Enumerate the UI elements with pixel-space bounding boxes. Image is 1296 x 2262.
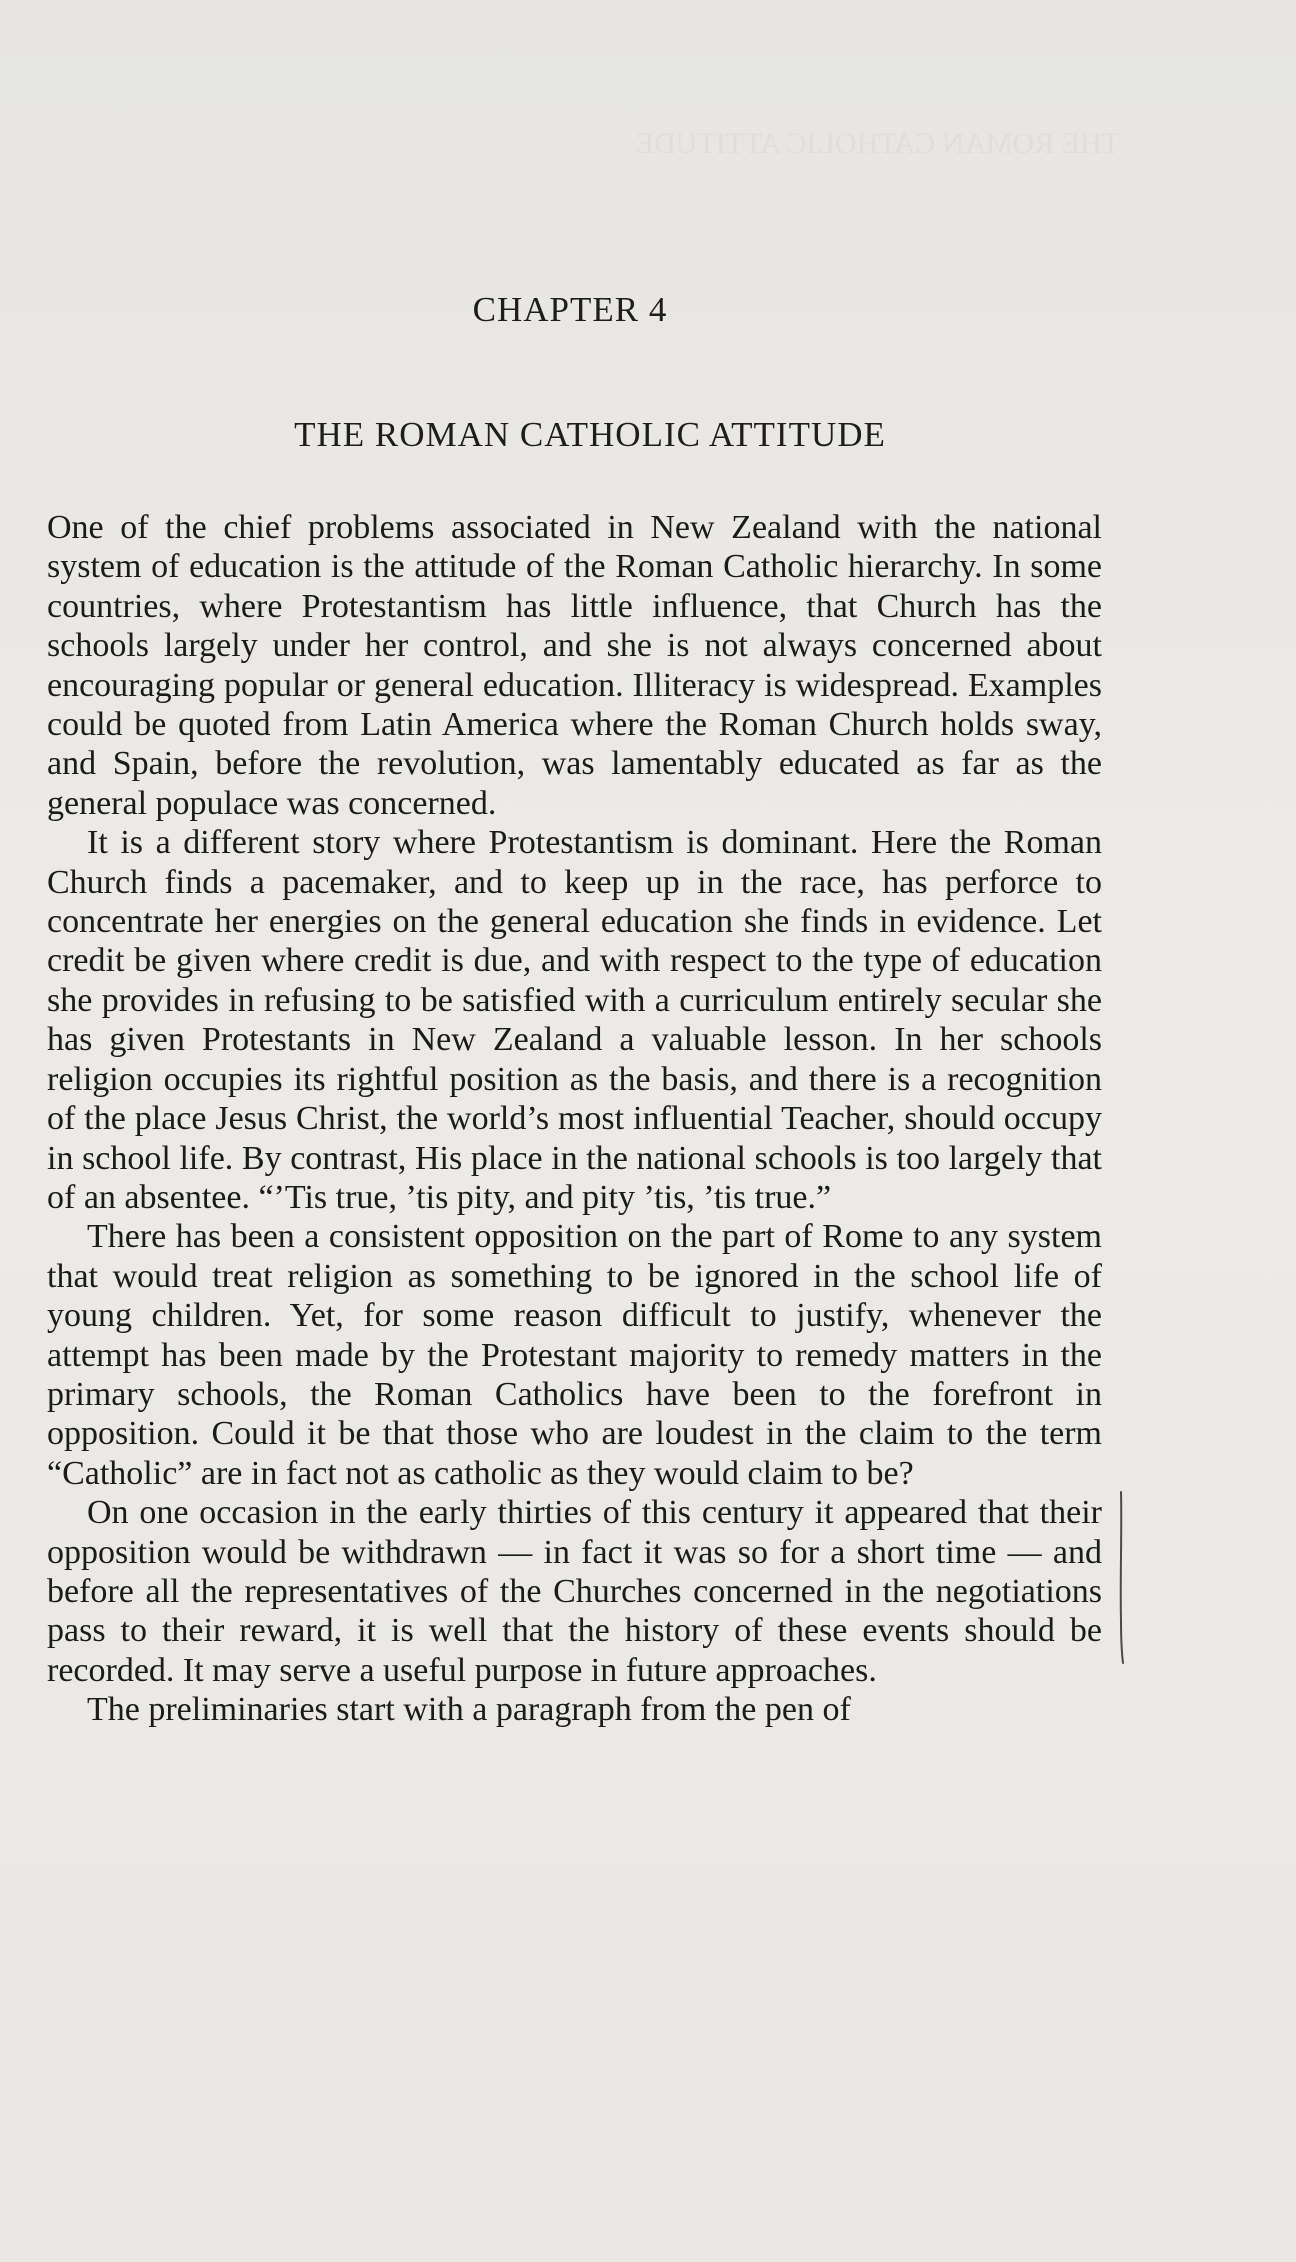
paragraph-4: On one occasion in the early thirties of this century it appeared that their opposition would be withdrawn — in fact it was so for a short time — and before all the representatives of the Churches concerned in the negotiations pass to their reward, it is well that the history of these events should be recorded. It may serve a useful purpose in future approaches. (47, 1494, 1102, 1689)
paragraph-2: It is a different story where Protestantism is dominant. Here the Roman Church finds a pacemaker, and to keep up in the race, has perforce to concentrate her energies on the general education she finds in evidence. Let credit be given where credit is due, and with respect to the type of education she provides in refusing to be satisfied with a curriculum entirely secular she has given Protestants in New Zealand a valuable lesson. In her schools religion occupies its rightful position as the basis, and there is a recognition of the place Jesus Christ, the world’s most influential Teacher, should occupy in school life. By contrast, His place in the national schools is too largely that of an absentee. “’Tis true, ’tis pity, and pity ’tis, ’tis true.” (47, 824, 1102, 1216)
chapter-number: CHAPTER 4 (472, 290, 668, 329)
paragraph-5: The preliminaries start with a paragraph from the pen of (87, 1691, 851, 1729)
paragraph-3: There has been a consistent opposition on the part of Rome to any system that would treat religion as something to be ignored in the school life of young children. Yet, for some reason difficult to justify, whenever the attempt has been made by the Protestant majority to remedy matters in the primary schools, the Roman Catholics have been to the forefront in opposition. Could it be that those who are loudest in the claim to the term “Catholic” are in fact not as catholic as they would claim to be? (47, 1218, 1102, 1492)
pencil-margin-mark (1118, 1490, 1124, 1665)
paragraph-1: One of the chief problems associated in New Zealand with the national system of education is the attitude of the Roman Catholic hierarchy. In some countries, where Protestantism has little influence, that Church has the schools largely under her control, and she is not always concerned about encouraging popular or general education. Illiteracy is widespread. Examples could be quoted from Latin America where the Roman Church holds sway, and Spain, before the revolution, was lamentably educated as far as the general populace was concerned. (47, 509, 1102, 822)
chapter-title: THE ROMAN CATHOLIC ATTITUDE (294, 415, 886, 454)
show-through-line: THE ROMAN CATHOLIC ATTITUDE (635, 127, 1120, 160)
chapter-body (47, 508, 1102, 1730)
show-through-text (160, 85, 1120, 163)
